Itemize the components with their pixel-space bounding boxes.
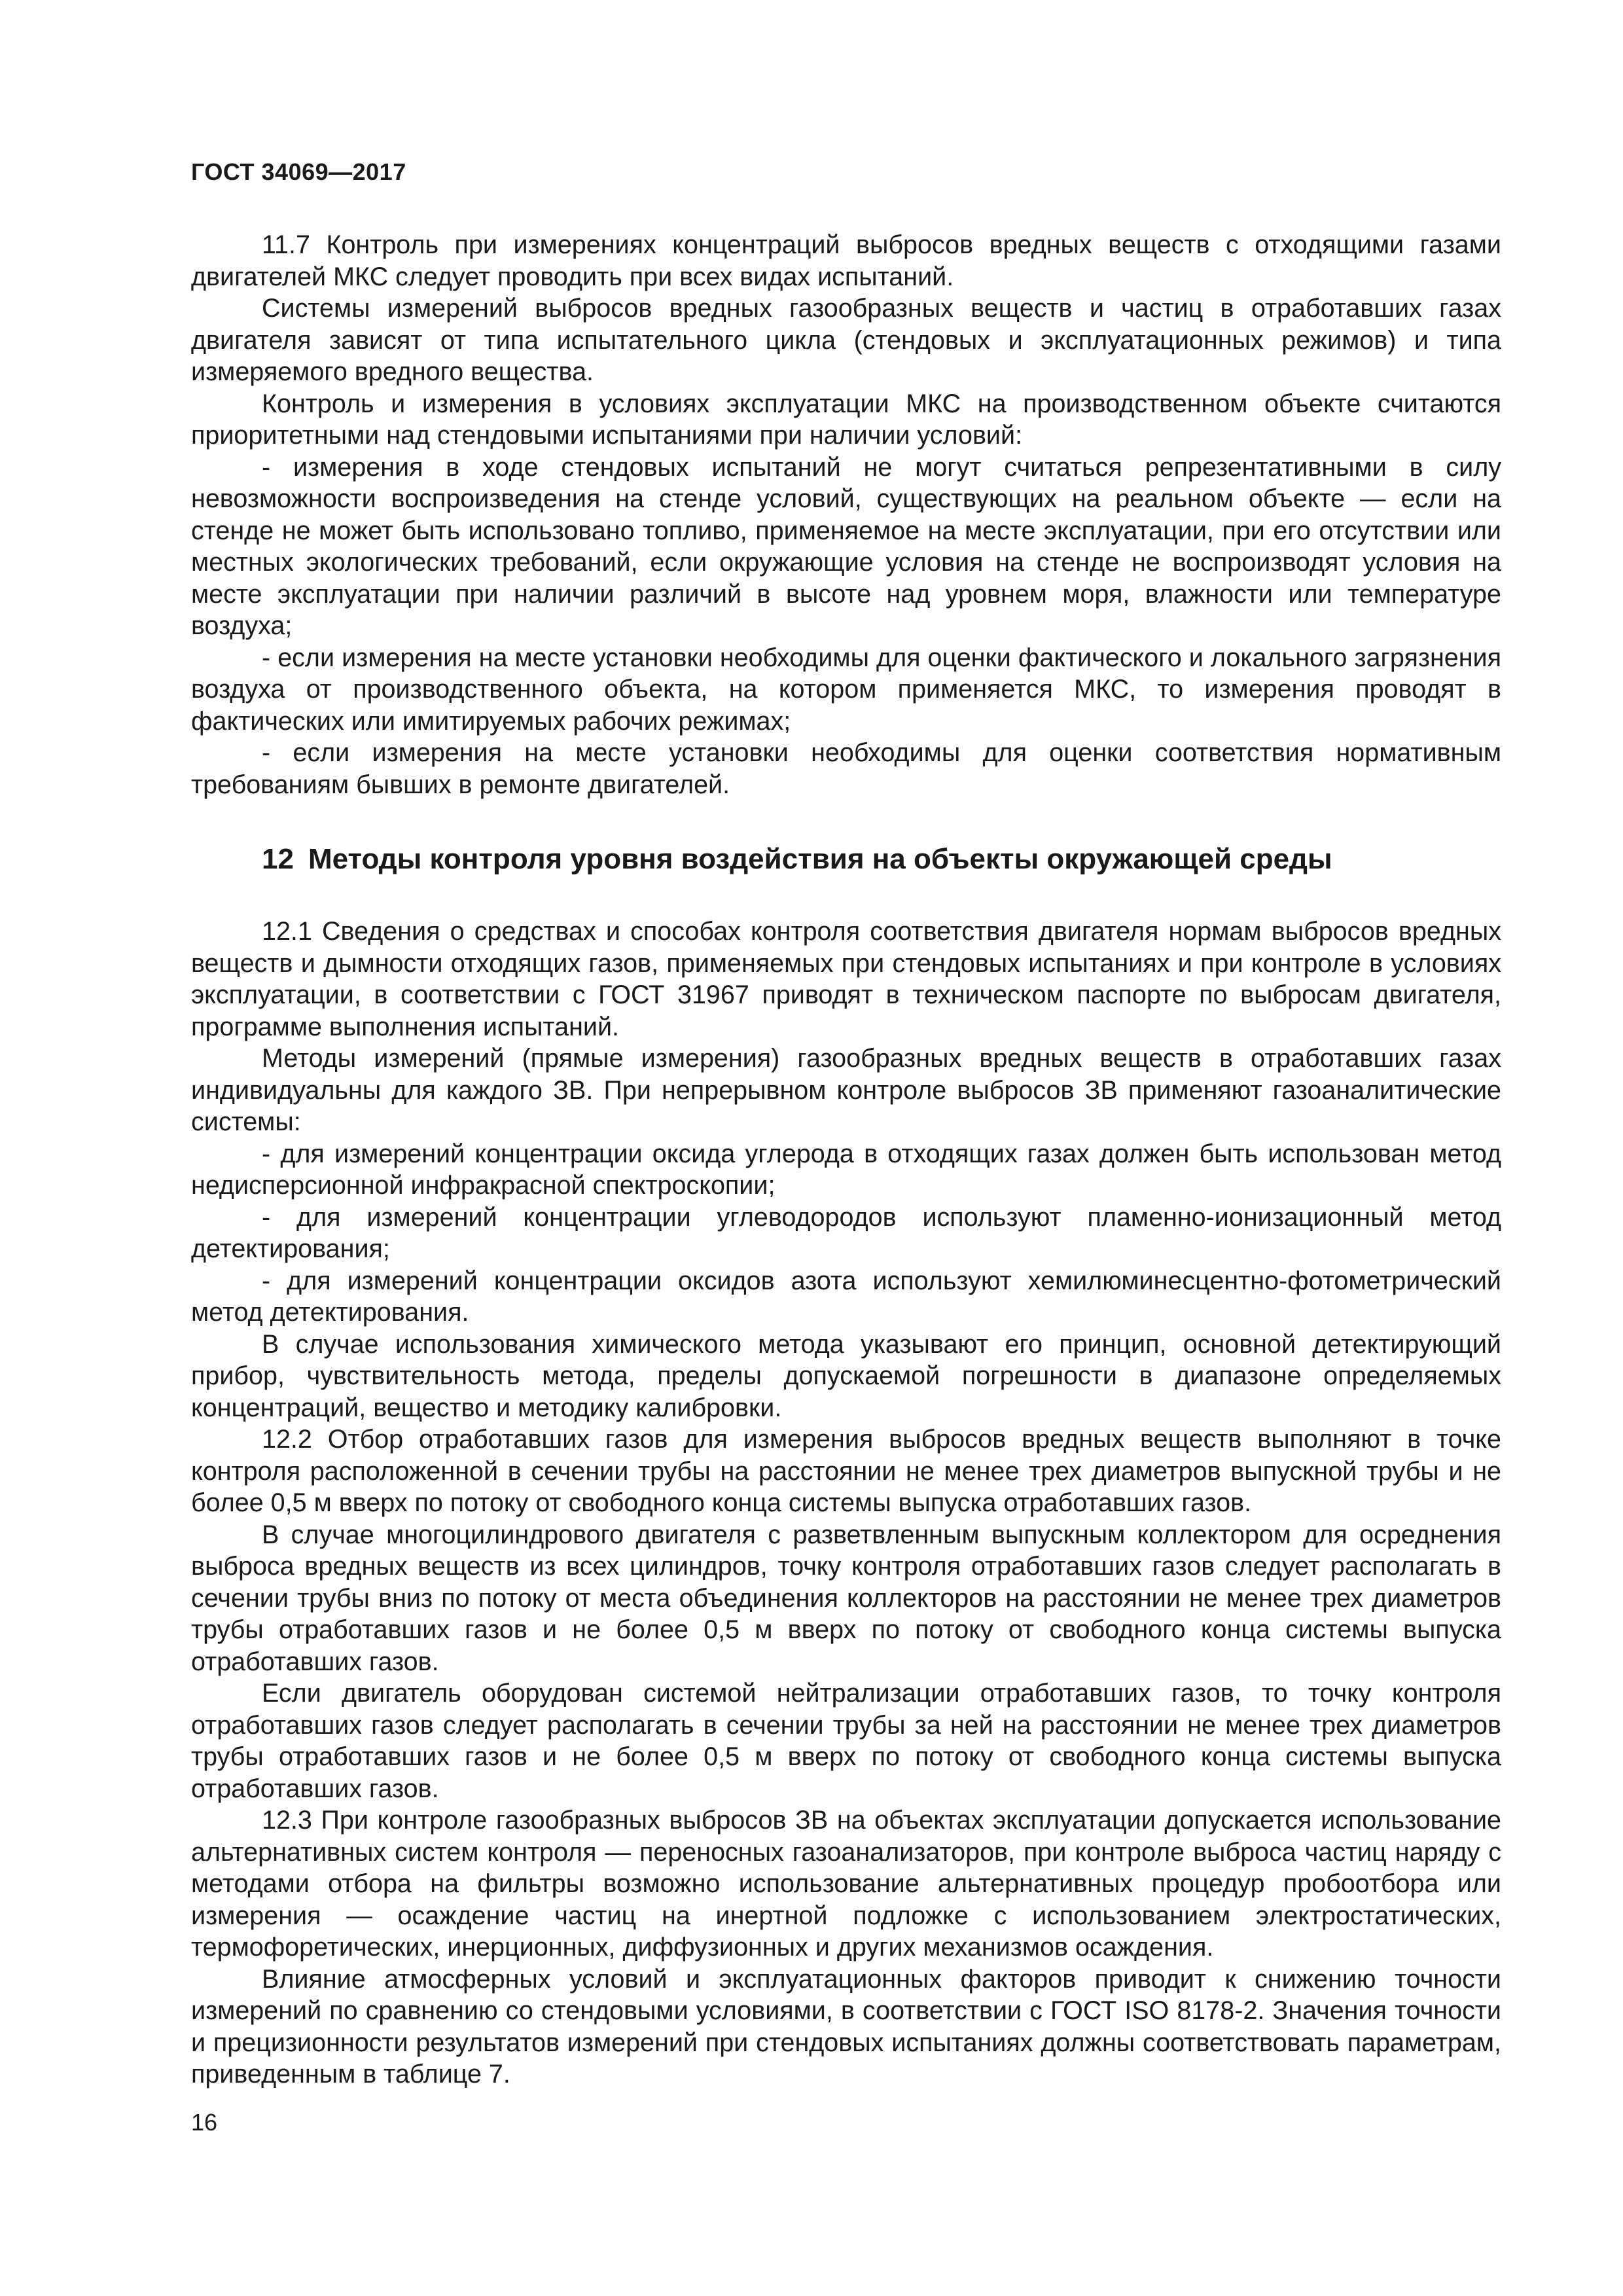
paragraph: Методы измерений (прямые измерения) газообразных вредных веществ в отработавших газах индивидуальны для каждого ЗВ. При непрерывном контроле выбросов ЗВ применяют газоаналитические системы: [191,1044,1501,1136]
paragraph: Контроль и измерения в условиях эксплуатации МКС на производственном объекте считаются приоритетными над стендовыми испытаниями при наличии условий: [191,389,1501,450]
list-item: - измерения в ходе стендовых испытаний не могут считаться репрезентативными в силу невозможности воспроизведения на стенде условий, существующих на реальном объекте — если на стенде не может быть использовано топливо, применяемое на месте эксплуатации, при его отсутствии или местных экологических требований, если окружающие условия на стенде не воспроизводят условия на месте эксплуатации при наличии различий в высоте над уровнем моря, влажности или температуре воздуха; [191,452,1501,640]
paragraph: 12.1 Сведения о средствах и способах контроля соответствия двигателя нормам выбросов вредных веществ и дымности отходящих газов, применяемых при стендовых испытаниях и при контроле в условиях эксплуатации, в соответствии с ГОСТ 31967 приводят в техническом паспорте по выбросам двигателя, программе выполнения испытаний. [191,917,1501,1041]
section-number: 12 [262,843,294,875]
paragraph: 11.7 Контроль при измерениях концентраций выбросов вредных веществ с отходящими газами двигателей МКС следует проводить при всех видах испытаний. [191,230,1501,291]
paragraph: Влияние атмосферных условий и эксплуатационных факторов приводит к снижению точности измерений по сравнению со стендовыми условиями, в соответствии с ГОСТ ISO 8178-2. Значения точности и прецизионности результатов измерений при стендовых испытаниях должны соответствовать параметрам, приведенным в таблице 7. [191,1964,1501,2089]
page-number: 16 [191,2109,218,2136]
list-item: - если измерения на месте установки необходимы для оценки фактического и локального загрязнения воздуха от производственного объекта, на котором применяется МКС, то измерения проводят в фактических или имитируемых рабочих режимах; [191,643,1501,736]
page-content [191,229,1501,2090]
paragraph: Если двигатель оборудован системой нейтрализации отработавших газов, то точку контроля отработавших газов следует располагать в сечении трубы за ней на расстоянии не менее трех диаметров трубы отработавших газов и не более 0,5 м вверх по потоку от свободного конца системы выпуска отработавших газов. [191,1679,1501,1803]
list-item: - если измерения на месте установки необходимы для оценки соответствия нормативным требованиям бывших в ремонте двигателей. [191,738,1501,799]
section-11 [191,229,1501,800]
paragraph: 12.3 При контроле газообразных выбросов ЗВ на объектах эксплуатации допускается использование альтернативных систем контроля — переносных газоанализаторов, при контроле выброса частиц наряду с методами отбора на фильтры возможно использование альтернативных процедур пробоотбора или измерения — осаждение частиц на инертной подложке с использованием электростатических, термофоретических, инерционных, диффузионных и других механизмов осаждения. [191,1806,1501,1962]
section-12-heading [191,841,1501,878]
list-item: - для измерений концентрации оксида углерода в отходящих газах должен быть использован метод недисперсионной инфракрасной спектроскопии; [191,1139,1501,1200]
document-header: ГОСТ 34069—2017 [191,158,406,185]
paragraph: В случае использования химического метода указывают его принцип, основной детектирующий прибор, чувствительность метода, пределы допускаемой погрешности в диапазоне определяемых концентраций, вещество и методику калибровки. [191,1329,1501,1422]
paragraph: 12.2 Отбор отработавших газов для измерения выбросов вредных веществ выполняют в точке контроля расположенной в сечении трубы на расстоянии не менее трех диаметров выпускной трубы и не более 0,5 м вверх по потоку от свободного конца системы выпуска отработавших газов. [191,1425,1501,1517]
list-item: - для измерений концентрации оксидов азота используют хемилюминесцентно-фотометрический метод детектирования. [191,1266,1501,1327]
section-title: Методы контроля уровня воздействия на объекты окружающей среды [308,843,1332,875]
paragraph: В случае многоцилиндрового двигателя с разветвленным выпускным коллектором для осреднения выброса вредных веществ из всех цилиндров, точку контроля отработавших газов следует располагать в сечении трубы вниз по потоку от места объединения коллекторов на расстоянии не менее трех диаметров трубы отработавших газов и не более 0,5 м вверх по потоку от свободного конца системы выпуска отработавших газов. [191,1520,1501,1676]
paragraph: Системы измерений выбросов вредных газообразных веществ и частиц в отработавших газах двигателя зависят от типа испытательного цикла (стендовых и эксплуатационных режимов) и типа измеряемого вредного вещества. [191,294,1501,386]
list-item: - для измерений концентрации углеводородов используют пламенно-ионизационный метод детектирования; [191,1202,1501,1263]
section-12 [191,916,1501,2090]
